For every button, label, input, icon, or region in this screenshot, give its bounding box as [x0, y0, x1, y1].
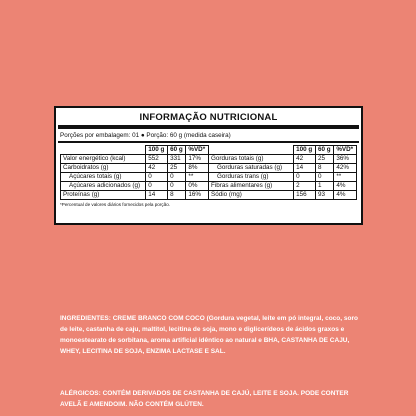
value-60g: 8: [168, 191, 186, 200]
value-60g: 93: [316, 191, 334, 200]
nutrient-label: Sódio (mg): [209, 191, 294, 200]
nutrient-label: Proteínas (g): [61, 191, 146, 200]
value-60g: 25: [316, 155, 334, 164]
nutrient-label: Açúcares adicionados (g): [61, 182, 146, 191]
table-row: [61, 164, 357, 173]
nutrition-title: INFORMAÇÃO NUTRICIONAL: [139, 112, 278, 123]
value-100g: 42: [146, 164, 168, 173]
nutrient-label: Carboidratos (g): [61, 164, 146, 173]
value-60g: 0: [316, 173, 334, 182]
value-vd: 0%: [186, 182, 209, 191]
value-60g: 8: [316, 164, 334, 173]
value-100g: 2: [294, 182, 316, 191]
value-vd: 42%: [334, 164, 357, 173]
value-60g: 0: [168, 173, 186, 182]
portion-info: Porções por embalagem: 01 ● Porção: 60 g (medida caseira): [60, 132, 231, 139]
header-100g: 100 g: [294, 146, 316, 155]
value-vd: 4%: [334, 182, 357, 191]
allergens-text: ALÉRGICOS: CONTÉM DERIVADOS DE CASTANHA DE CAJÚ, LEITE E SOJA. PODE CONTER AVELÃ E AMENDOIM. NÃO CONTÉM GLÚTEN.: [60, 390, 349, 408]
value-vd: 4%: [334, 191, 357, 200]
value-100g: 0: [146, 173, 168, 182]
value-vd: 36%: [334, 155, 357, 164]
table-header-row: [61, 146, 357, 155]
value-vd: **: [334, 173, 357, 182]
nutrient-label: Gorduras trans (g): [209, 173, 294, 182]
table-row: [61, 173, 357, 182]
header-vd: %VD*: [186, 146, 209, 155]
value-100g: 552: [146, 155, 168, 164]
value-60g: 0: [168, 182, 186, 191]
ingredients-text: INGREDIENTES: CREME BRANCO COM COCO (Gordura vegetal, leite em pó integral, coco, soro de leite, castanha de caju, maltitol, lecitina de soja, mono e diglicerídeos de ácidos graxos e monoestearato de sorbitana, aroma artificial idêntico ao natural e BHA, CASTANHA DE CAJU, WHEY, LECITINA DE SOJA, ENZIMA LACTASE E SAL.: [60, 315, 358, 355]
value-100g: 156: [294, 191, 316, 200]
header-100g: 100 g: [146, 146, 168, 155]
nutrition-table: [60, 145, 357, 200]
value-100g: 42: [294, 155, 316, 164]
value-60g: 331: [168, 155, 186, 164]
table-row: [61, 191, 357, 200]
value-vd: 17%: [186, 155, 209, 164]
nutrient-label: Fibras alimentares (g): [209, 182, 294, 191]
nutrient-label: Gorduras saturadas (g): [209, 164, 294, 173]
value-60g: 1: [316, 182, 334, 191]
nutrient-label: Gorduras totais (g): [209, 155, 294, 164]
value-60g: 25: [168, 164, 186, 173]
header-60g: 60 g: [316, 146, 334, 155]
portion-divider: [58, 141, 359, 143]
left-label-header: [61, 146, 146, 155]
header-60g: 60 g: [168, 146, 186, 155]
vd-footnote: *Percentual de valores diários fornecidos pela porção.: [60, 202, 171, 207]
value-vd: 8%: [186, 164, 209, 173]
value-100g: 14: [294, 164, 316, 173]
value-vd: 16%: [186, 191, 209, 200]
nutrient-label: Valor energético (kcal): [61, 155, 146, 164]
table-row: [61, 155, 357, 164]
right-label-header: [209, 146, 294, 155]
value-100g: 0: [294, 173, 316, 182]
nutrient-label: Açúcares totais (g): [61, 173, 146, 182]
value-100g: 0: [146, 182, 168, 191]
value-100g: 14: [146, 191, 168, 200]
value-vd: **: [186, 173, 209, 182]
table-row: [61, 182, 357, 191]
header-vd: %VD*: [334, 146, 357, 155]
nutrition-facts-panel: [54, 106, 363, 225]
